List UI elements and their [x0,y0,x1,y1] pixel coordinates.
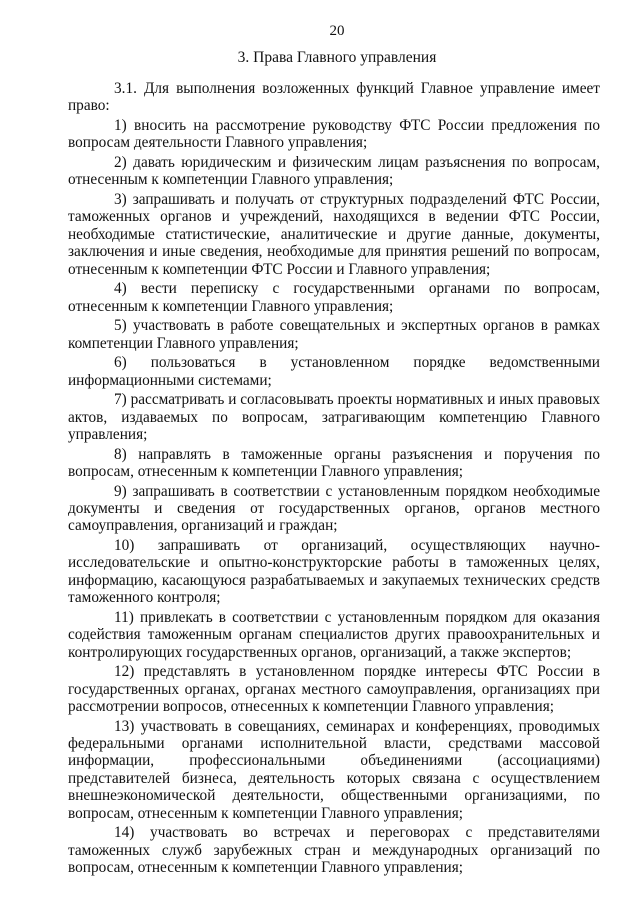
document-page [68,22,600,879]
rights-item-10: 10) запрашивать от организаций, осуществляющих научно-исследовательские и опытно-конструкторские работы в таможенных целях, информацию, касающуюся разрабатываемых и закупаемых технических средств таможенного контроля; [68,537,600,607]
rights-item-12: 12) представлять в установленном порядке интересы ФТС России в государственных органах, органах местного самоуправления, организациях при рассмотрении вопросов, отнесенных к компетенции Главного управления; [68,663,600,716]
intro-paragraph: 3.1. Для выполнения возложенных функций Главное управление имеет право: [68,80,600,115]
rights-item-7: 7) рассматривать и согласовывать проекты нормативных и иных правовых актов, издаваемых по вопросам, затрагивающим компетенцию Главного управления; [68,391,600,444]
rights-item-13: 13) участвовать в совещаниях, семинарах и конференциях, проводимых федеральными органами исполнительной власти, средствами массовой информации, профессиональными объединениями (ассоциациями) представителей бизнеса, деятельность которых связана с осуществлением внешнеэкономической деятельности, общественными организациями, по вопросам, отнесенным к компетенции Главного управления; [68,717,600,822]
rights-item-6: 6) пользоваться в установленном порядке ведомственными информационными системами; [68,354,600,389]
rights-item-14: 14) участвовать во встречах и переговорах с представителями таможенных служб зарубежных стран и международных организаций по вопросам, отнесенным к компетенции Главного управления; [68,824,600,877]
rights-item-8: 8) направлять в таможенные органы разъяснения и поручения по вопросам, отнесенным к компетенции Главного управления; [68,445,600,481]
rights-item-2: 2) давать юридическим и физическим лицам разъяснения по вопросам, отнесенным к компетенции Главного управления; [68,154,600,189]
section-title: 3. Права Главного управления [237,49,437,66]
rights-item-3: 3) запрашивать и получать от структурных подразделений ФТС России, таможенных органов и учреждений, находящихся в ведении ФТС России, необходимые статистические, аналитические и другие данные, документы, заключения и иные сведения, необходимые для принятия решений по вопросам, отнесенным к компетенции ФТС России и Главного управления; [68,191,600,278]
rights-item-1: 1) вносить на рассмотрение руководству ФТС России предложения по вопросам деятельности Главного управления; [68,117,600,152]
rights-item-5: 5) участвовать в работе совещательных и экспертных органов в рамках компетенции Главного управления; [68,317,600,352]
rights-item-11: 11) привлекать в соответствии с установленным порядком для оказания содействия таможенным органам специалистов других правоохранительных и контролирующих государственных органов, организаций, а также экспертов; [68,608,600,661]
page-number: 20 [329,23,345,39]
rights-item-4: 4) вести переписку с государственными органами по вопросам, отнесенным к компетенции Главного управления; [68,280,600,315]
rights-item-9: 9) запрашивать в соответствии с установленным порядком необходимые документы и сведения от государственных органов, органов местного самоуправления, организаций и граждан; [68,482,600,535]
